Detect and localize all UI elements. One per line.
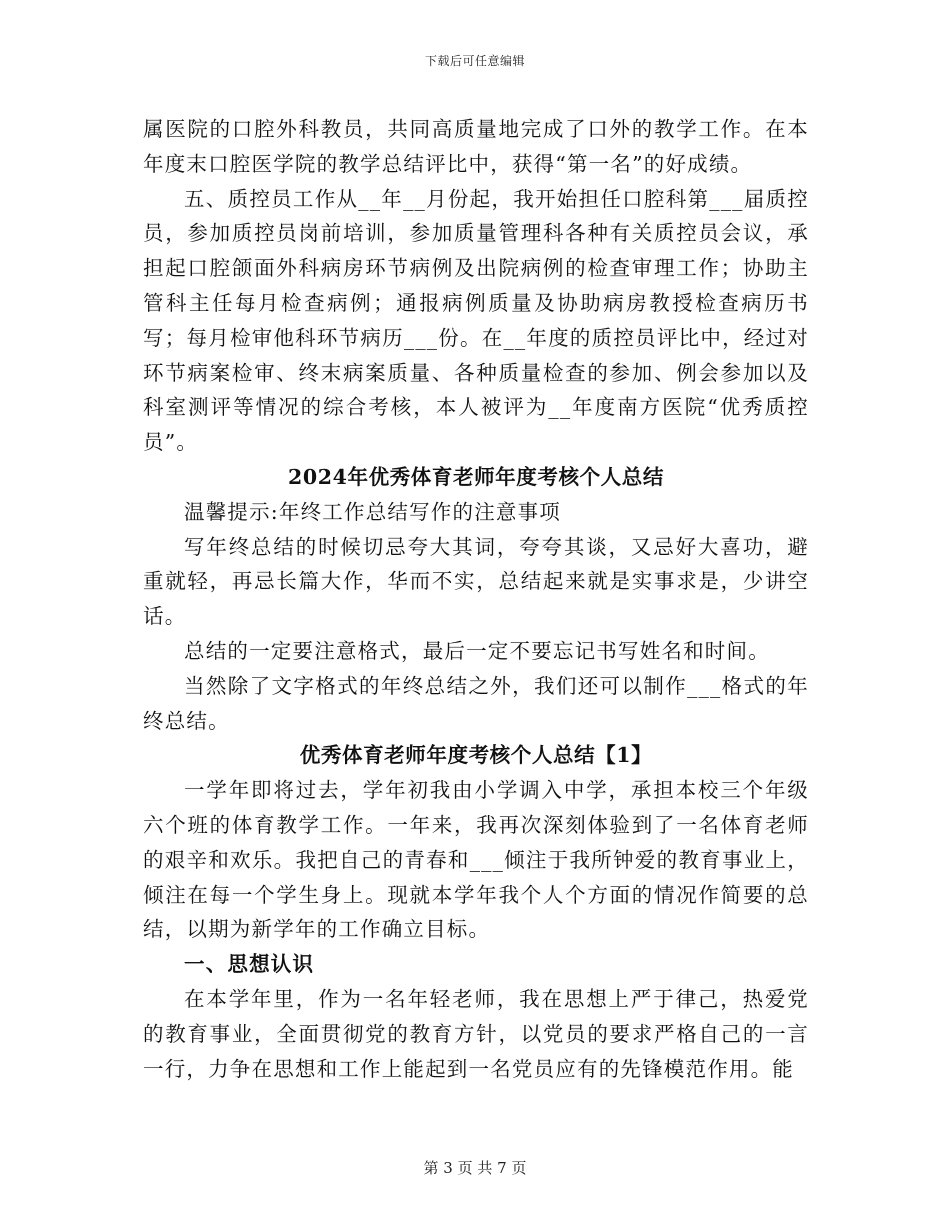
page-header: 下载后可任意编辑 — [424, 54, 525, 68]
ideology-paragraph: 在本学年里，作为一名年轻老师，我在思想上严于律己，热爱党的教育事业，全面贯彻党的教育方针，以党员的要求严格自己的一言一行，力争在思想和工作上能起到一名党员应有的先锋模范作用。能 — [143, 986, 809, 1081]
tip-paragraph-3: 当然除了文字格式的年终总结之外，我们还可以制作___格式的年终总结。 — [143, 673, 809, 733]
intro-paragraph: 一学年即将过去，学年初我由小学调入中学，承担本校三个年级六个班的体育教学工作。一年来，我再次深刻体验到了一名体育老师的艰辛和欢乐。我把自己的青春和___倾注于我所钟爱的教育事业上，倾注在每一个学生身上。现就本学年我个人个方面的情况作简要的总结，以期为新学年的工作确立目标。 — [143, 778, 809, 942]
document-body — [143, 112, 809, 1086]
page-footer: 第 3 页 共 7 页 — [423, 1159, 527, 1177]
section-title: 优秀体育老师年度考核个人总结【1】 — [299, 743, 653, 768]
paragraph-continuation: 属医院的口腔外科教员，共同高质量地完成了口外的教学工作。在本年度末口腔医学院的教学总结评比中，获得“第一名”的好成绩。 — [143, 117, 809, 176]
section-heading-ideology: 一、思想认识 — [184, 952, 315, 977]
tip-heading: 温馨提示:年终工作总结写作的注意事项 — [184, 499, 562, 524]
document-title: 2024年优秀体育老师年度考核个人总结 — [288, 464, 664, 489]
tip-paragraph-2: 总结的一定要注意格式，最后一定不要忘记书写姓名和时间。 — [184, 638, 770, 663]
tip-paragraph-1: 写年终总结的时候切忌夸大其词，夸夸其谈，又忌好大喜功，避重就轻，再忌长篇大作，华而不实，总结起来就是实事求是，少讲空话。 — [143, 534, 809, 629]
paragraph-quality-control: 五、质控员工作从__年__月份起，我开始担任口腔科第___届质控员，参加质控员岗前培训，参加质量管理科各种有关质控员会议，承担起口腔颌面外科病房环节病例及出院病例的检查审理工作；协助主管科主任每月检查病例；通报病例质量及协助病房教授检查病历书写；每月检审他科环节病历___份。在__年度的质控员评比中，经过对环节病案检审、终末病案质量、各种质量检查的参加、例会参加以及科室测评等情况的综合考核，本人被评为__年度南方医院“优秀质控员”。 — [143, 186, 809, 455]
